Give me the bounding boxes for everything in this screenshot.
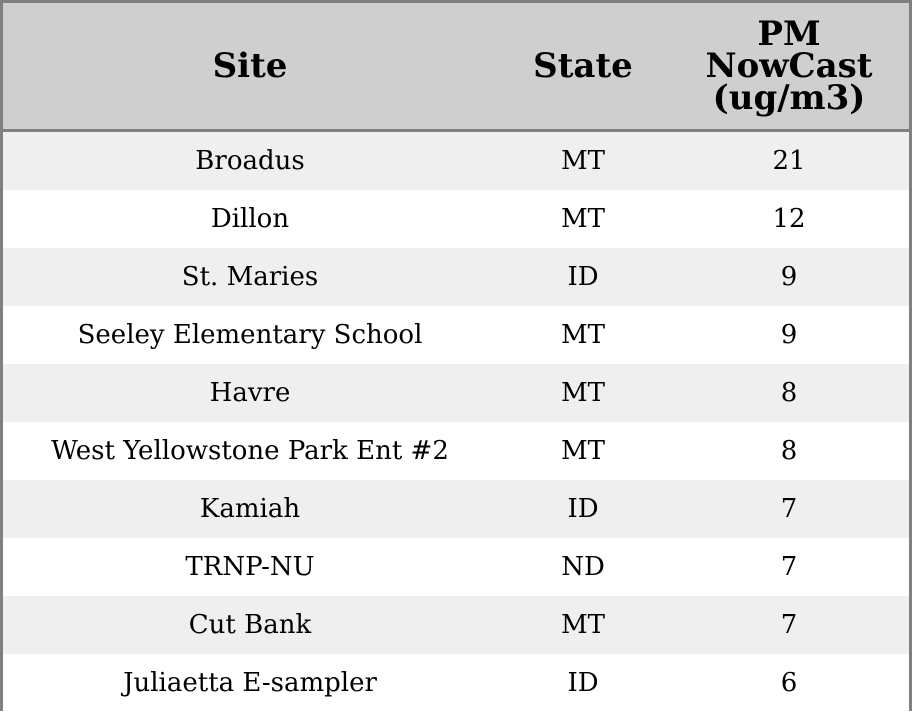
state-cell: MT bbox=[561, 436, 605, 466]
site-cell: Seeley Elementary School bbox=[77, 320, 423, 350]
pm-nowcast-cell: 7 bbox=[780, 610, 798, 640]
pm-nowcast-cell: 12 bbox=[772, 204, 806, 234]
pm-nowcast-cell: 6 bbox=[780, 668, 798, 698]
site-cell: Broadus bbox=[195, 146, 305, 176]
pm-nowcast-cell: 8 bbox=[780, 436, 798, 466]
pm-nowcast-cell: 7 bbox=[780, 552, 798, 582]
state-cell: ID bbox=[567, 668, 599, 698]
site-cell: Cut Bank bbox=[188, 610, 312, 640]
column-header-site: Site bbox=[212, 46, 288, 86]
site-cell: Dillon bbox=[210, 204, 290, 234]
state-cell: ID bbox=[567, 262, 599, 292]
site-cell: West Yellowstone Park Ent #2 bbox=[51, 436, 449, 466]
table-row bbox=[3, 596, 909, 654]
column-header-state: State bbox=[533, 46, 633, 86]
site-cell: Juliaetta E-sampler bbox=[123, 668, 377, 698]
state-cell: MT bbox=[561, 320, 605, 350]
site-cell: TRNP-NU bbox=[185, 552, 315, 582]
state-cell: MT bbox=[561, 204, 605, 234]
table-header bbox=[3, 3, 909, 132]
table-row bbox=[3, 248, 909, 306]
state-cell: MT bbox=[561, 146, 605, 176]
table-row bbox=[3, 480, 909, 538]
pm-nowcast-cell: 9 bbox=[780, 262, 798, 292]
state-cell: MT bbox=[561, 610, 605, 640]
site-cell: Kamiah bbox=[199, 494, 301, 524]
table-row bbox=[3, 132, 909, 190]
pm-nowcast-cell: 8 bbox=[780, 378, 798, 408]
table-row bbox=[3, 654, 909, 712]
state-cell: ID bbox=[567, 494, 599, 524]
site-cell: Havre bbox=[209, 378, 291, 408]
table-row bbox=[3, 364, 909, 422]
site-cell: St. Maries bbox=[181, 262, 319, 292]
table-row bbox=[3, 422, 909, 480]
state-cell: ND bbox=[561, 552, 605, 582]
table-row bbox=[3, 538, 909, 596]
pm-nowcast-cell: 9 bbox=[780, 320, 798, 350]
table-row bbox=[3, 190, 909, 248]
pm-nowcast-cell: 21 bbox=[772, 146, 806, 176]
pm-nowcast-cell: 7 bbox=[780, 494, 798, 524]
table-row bbox=[3, 306, 909, 364]
state-cell: MT bbox=[561, 378, 605, 408]
column-header-pm-nowcast: PM NowCast (ug/m3) bbox=[705, 14, 873, 118]
